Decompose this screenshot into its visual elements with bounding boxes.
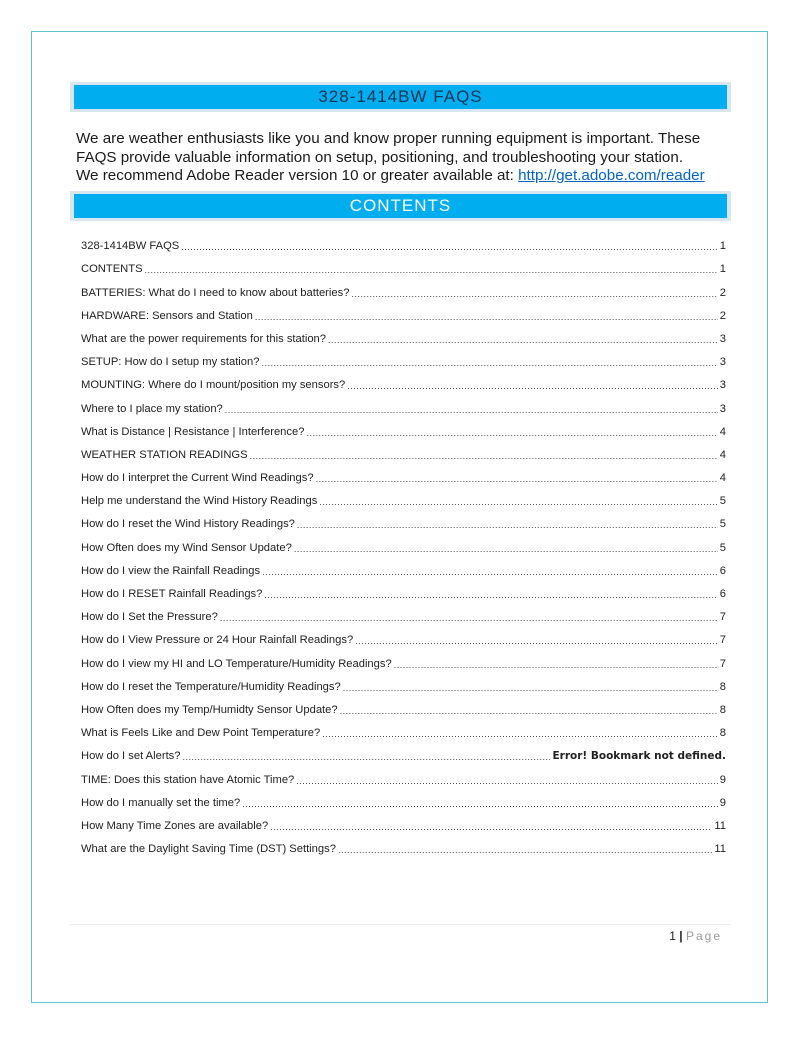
page-footer xyxy=(669,929,722,943)
toc-leader-dots xyxy=(322,725,718,739)
toc-entry[interactable] xyxy=(81,507,726,530)
toc-leader-dots xyxy=(297,516,718,530)
toc-entry[interactable] xyxy=(81,322,726,345)
toc-entry-page: 9 xyxy=(719,773,726,786)
toc-entry-label[interactable]: How Often does my Temp/Humidty Sensor Update? xyxy=(81,703,338,716)
toc-entry-page: 8 xyxy=(719,727,726,740)
toc-entry-page: 2 xyxy=(719,286,726,299)
toc-entry[interactable] xyxy=(81,716,726,739)
toc-leader-dots xyxy=(250,447,718,461)
footer-separator: | xyxy=(679,929,683,943)
toc-entry-label[interactable]: How do I view the Rainfall Readings xyxy=(81,564,261,577)
toc-entry-page: 4 xyxy=(719,448,726,461)
toc-entry-label[interactable]: MOUNTING: Where do I mount/position my sensors? xyxy=(81,379,346,392)
toc-entry-page: 2 xyxy=(719,309,726,322)
footer-divider xyxy=(70,924,731,925)
toc-leader-dots xyxy=(264,586,717,600)
toc-entry-page: 7 xyxy=(719,634,726,647)
toc-entry-page: 8 xyxy=(719,703,726,716)
toc-leader-dots xyxy=(328,331,718,345)
document-title: 328-1414BW FAQS xyxy=(74,85,727,109)
toc-entry[interactable] xyxy=(81,786,726,809)
toc-entry-label[interactable]: How do I manually set the time? xyxy=(81,796,241,809)
toc-entry-page: 7 xyxy=(719,611,726,624)
toc-leader-dots xyxy=(255,308,718,322)
toc-leader-dots xyxy=(296,772,717,786)
toc-entry[interactable] xyxy=(81,600,726,623)
toc-entry-page: 5 xyxy=(719,518,726,531)
toc-entry-label[interactable]: Where to I place my station? xyxy=(81,402,223,415)
toc-entry-page: 3 xyxy=(719,332,726,345)
toc-entry-page: 4 xyxy=(719,425,726,438)
toc-entry-page: 5 xyxy=(719,541,726,554)
toc-leader-dots xyxy=(338,841,712,855)
toc-entry-label[interactable]: CONTENTS xyxy=(81,263,143,276)
toc-entry[interactable] xyxy=(81,670,726,693)
toc-entry[interactable] xyxy=(81,229,726,252)
table-of-contents xyxy=(81,229,726,855)
toc-entry-page: 3 xyxy=(719,379,726,392)
toc-entry[interactable] xyxy=(81,739,726,762)
toc-entry[interactable] xyxy=(81,461,726,484)
toc-leader-dots xyxy=(347,377,718,391)
toc-entry-page: 7 xyxy=(719,657,726,670)
toc-entry-page: 6 xyxy=(719,564,726,577)
toc-entry[interactable] xyxy=(81,762,726,785)
toc-entry[interactable] xyxy=(81,252,726,275)
toc-entry[interactable] xyxy=(81,484,726,507)
toc-entry-label[interactable]: How do I View Pressure or 24 Hour Rainfall Readings? xyxy=(81,634,354,647)
toc-entry[interactable] xyxy=(81,438,726,461)
toc-entry-label[interactable]: What is Feels Like and Dew Point Temperature? xyxy=(81,727,321,740)
toc-leader-dots xyxy=(220,609,718,623)
toc-leader-dots xyxy=(343,679,718,693)
toc-leader-dots xyxy=(225,401,718,415)
page-word: Page xyxy=(685,929,722,943)
toc-entry-page: 3 xyxy=(719,402,726,415)
toc-entry-label[interactable]: How do I reset the Wind History Readings? xyxy=(81,518,295,531)
toc-entry[interactable] xyxy=(81,623,726,646)
intro-line-2: FAQS provide valuable information on setup, positioning, and troubleshooting your station. xyxy=(76,148,684,166)
contents-heading: CONTENTS xyxy=(74,194,727,218)
toc-entry-page: 11 xyxy=(714,819,726,832)
toc-entry-label[interactable]: Help me understand the Wind History Readings xyxy=(81,495,318,508)
toc-entry-label[interactable]: How do I interpret the Current Wind Readings? xyxy=(81,472,314,485)
intro-line-1: We are weather enthusiasts like you and know proper running equipment is important. These xyxy=(76,130,701,147)
toc-entry-page: 9 xyxy=(719,796,726,809)
toc-entry-page: 11 xyxy=(714,843,726,856)
toc-entry-page: 8 xyxy=(719,680,726,693)
toc-leader-dots xyxy=(183,748,551,762)
toc-leader-dots xyxy=(355,632,718,646)
toc-entry[interactable] xyxy=(81,345,726,368)
toc-entry-label[interactable]: What are the Daylight Saving Time (DST) Settings? xyxy=(81,843,336,856)
toc-entry-label[interactable]: BATTERIES: What do I need to know about batteries? xyxy=(81,286,350,299)
toc-leader-dots xyxy=(242,795,718,809)
intro-line-3 xyxy=(76,167,736,186)
toc-entry-label[interactable]: How do I reset the Temperature/Humidity Readings? xyxy=(81,680,341,693)
toc-leader-dots xyxy=(316,470,718,484)
toc-entry-label[interactable]: How do I view my HI and LO Temperature/Humidity Readings? xyxy=(81,657,392,670)
toc-leader-dots xyxy=(181,238,718,252)
toc-leader-dots xyxy=(270,818,712,832)
toc-entry-label[interactable]: WEATHER STATION READINGS xyxy=(81,448,248,461)
toc-leader-dots xyxy=(262,563,718,577)
toc-entry-label[interactable]: TIME: Does this station have Atomic Time? xyxy=(81,773,295,786)
toc-entry[interactable] xyxy=(81,530,726,553)
toc-entry-label[interactable]: How do I set Alerts? xyxy=(81,750,181,763)
toc-entry[interactable] xyxy=(81,415,726,438)
toc-entry-label[interactable]: SETUP: How do I setup my station? xyxy=(81,356,260,369)
toc-leader-dots xyxy=(306,424,717,438)
toc-entry-label[interactable]: HARDWARE: Sensors and Station xyxy=(81,309,253,322)
toc-entry-page: Error! Bookmark not defined. xyxy=(552,750,726,763)
toc-entry-page: 4 xyxy=(719,472,726,485)
toc-entry-label[interactable]: What is Distance | Resistance | Interference? xyxy=(81,425,305,438)
intro-line-3-text: We recommend Adobe Reader version 10 or greater available at: xyxy=(76,167,519,184)
toc-entry-label[interactable]: How do I RESET Rainfall Readings? xyxy=(81,588,263,600)
toc-entry-label[interactable]: How Often does my Wind Sensor Update? xyxy=(81,541,292,554)
toc-entry[interactable] xyxy=(81,809,726,832)
toc-leader-dots xyxy=(351,285,717,299)
toc-entry-page: 5 xyxy=(719,495,726,508)
adobe-reader-link[interactable]: http://get.adobe.com/reader xyxy=(518,167,705,184)
toc-entry[interactable] xyxy=(81,693,726,716)
toc-entry[interactable] xyxy=(81,832,726,855)
intro-paragraph xyxy=(76,130,736,186)
toc-entry[interactable] xyxy=(81,299,726,322)
toc-entry-label[interactable]: How Many Time Zones are available? xyxy=(81,819,269,832)
title-banner xyxy=(70,82,731,112)
toc-entry[interactable] xyxy=(81,275,726,298)
toc-entry-label[interactable]: What are the power requirements for this station? xyxy=(81,332,326,345)
page-number: 1 xyxy=(669,929,676,943)
toc-entry-label[interactable]: How do I Set the Pressure? xyxy=(81,611,218,624)
toc-entry-label[interactable]: 328-1414BW FAQS xyxy=(81,240,180,253)
toc-entry-page: 3 xyxy=(719,356,726,369)
toc-entry[interactable] xyxy=(81,646,726,669)
toc-entry[interactable] xyxy=(81,577,726,600)
toc-entry[interactable] xyxy=(81,368,726,391)
toc-leader-dots xyxy=(261,354,717,368)
toc-entry-page: 1 xyxy=(719,240,726,253)
contents-banner xyxy=(70,191,731,221)
toc-entry[interactable] xyxy=(81,391,726,414)
toc-leader-dots xyxy=(394,656,718,670)
toc-entry-page: 1 xyxy=(719,263,726,276)
toc-leader-dots xyxy=(294,540,718,554)
toc-leader-dots xyxy=(319,493,717,507)
toc-leader-dots xyxy=(340,702,718,716)
toc-entry[interactable] xyxy=(81,554,726,577)
toc-entry-page: 6 xyxy=(719,588,726,600)
toc-leader-dots xyxy=(145,261,718,275)
